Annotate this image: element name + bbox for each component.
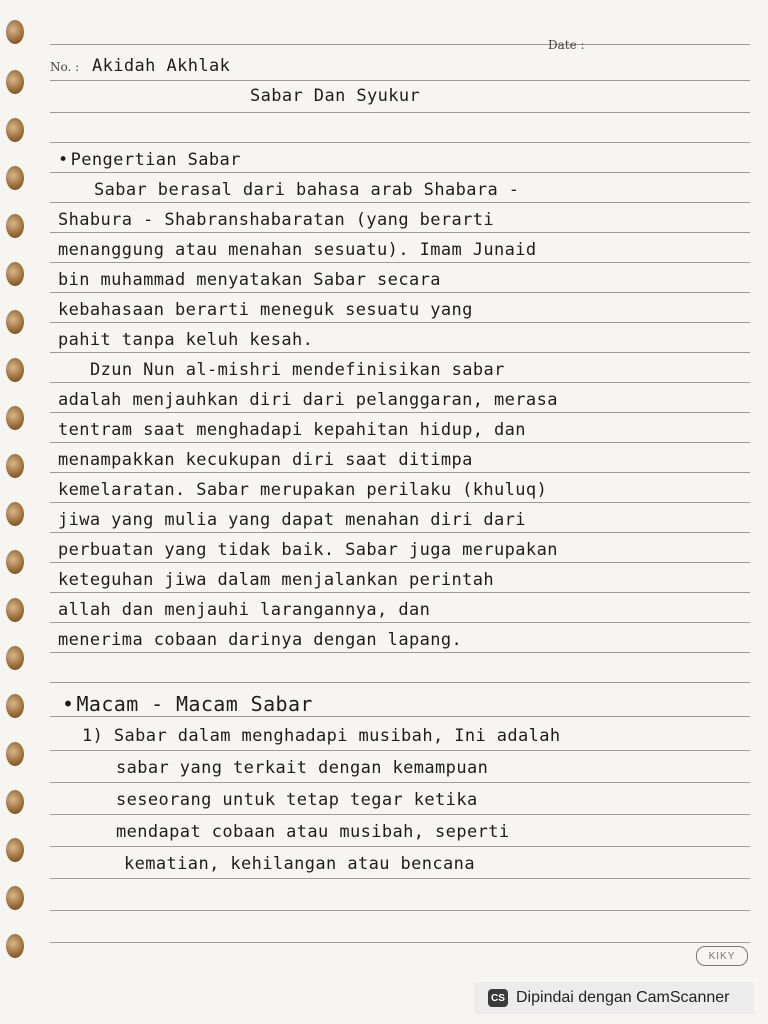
binder-hole xyxy=(6,166,24,190)
ruled-line xyxy=(50,202,750,203)
text-line: mendapat cobaan atau musibah, seperti xyxy=(116,822,510,842)
page-title: Sabar Dan Syukur xyxy=(250,86,421,106)
ruled-line xyxy=(50,846,750,847)
text-line: Dzun Nun al-mishri mendefinisikan sabar xyxy=(90,360,505,380)
binder-hole xyxy=(6,20,24,44)
binder-hole xyxy=(6,646,24,670)
binder-hole xyxy=(6,742,24,766)
ruled-line xyxy=(50,472,750,473)
camscanner-text: Dipindai dengan CamScanner xyxy=(516,989,730,1006)
text-line: sabar yang terkait dengan kemampuan xyxy=(116,758,489,778)
text-line: tentram saat menghadapi kepahitan hidup, dan xyxy=(58,420,526,440)
text-line: kebahasaan berarti meneguk sesuatu yang xyxy=(58,300,473,320)
binder-hole xyxy=(6,838,24,862)
text-line: jiwa yang mulia yang dapat menahan diri dari xyxy=(58,510,526,530)
binder-hole xyxy=(6,118,24,142)
binder-hole xyxy=(6,598,24,622)
section-heading: • Pengertian Sabar xyxy=(58,150,738,170)
binder-hole xyxy=(6,790,24,814)
text-line: seseorang untuk tetap tegar ketika xyxy=(116,790,478,810)
binder-hole xyxy=(6,454,24,478)
ruled-line xyxy=(50,442,750,443)
ruled-line xyxy=(50,592,750,593)
date-label: Date : xyxy=(548,38,585,52)
binder-hole xyxy=(6,406,24,430)
binder-hole xyxy=(6,550,24,574)
ruled-line xyxy=(50,716,750,717)
text-line: kematian, kehilangan atau bencana xyxy=(124,854,475,874)
ruled-line xyxy=(50,502,750,503)
ruled-line xyxy=(50,782,750,783)
ruled-line xyxy=(50,562,750,563)
ruled-line xyxy=(50,814,750,815)
ruled-line xyxy=(50,682,750,683)
binder-hole xyxy=(6,358,24,382)
list-item: 1) Sabar dalam menghadapi musibah, Ini adalah xyxy=(82,726,561,746)
camscanner-watermark xyxy=(474,982,754,1014)
ruled-line xyxy=(50,878,750,879)
binder-hole xyxy=(6,70,24,94)
binder-holes xyxy=(0,0,40,1024)
text-line: bin muhammad menyatakan Sabar secara xyxy=(58,270,441,290)
text-line: keteguhan jiwa dalam menjalankan perintah xyxy=(58,570,495,590)
subject-title: Akidah Akhlak xyxy=(92,56,231,76)
ruled-line xyxy=(50,352,750,353)
ruled-line xyxy=(50,910,750,911)
binder-hole xyxy=(6,886,24,910)
text-line: allah dan menjauhi larangannya, dan xyxy=(58,600,431,620)
ruled-line xyxy=(50,232,750,233)
binder-hole xyxy=(6,934,24,958)
ruled-line xyxy=(50,292,750,293)
ruled-line xyxy=(50,322,750,323)
ruled-line xyxy=(50,942,750,943)
ruled-line xyxy=(50,44,750,45)
ruled-line xyxy=(50,652,750,653)
text-line: Shabura - Shabranshabaratan (yang berarti xyxy=(58,210,495,230)
ruled-line xyxy=(50,142,750,143)
ruled-line xyxy=(50,412,750,413)
text-line: menampakkan kecukupan diri saat ditimpa xyxy=(58,450,473,470)
brand-stamp: KIKY xyxy=(696,946,748,966)
ruled-line xyxy=(50,112,750,113)
text-line: pahit tanpa keluh kesah. xyxy=(58,330,314,350)
ruled-line xyxy=(50,172,750,173)
ruled-line xyxy=(50,80,750,81)
ruled-line xyxy=(50,532,750,533)
text-line: perbuatan yang tidak baik. Sabar juga merupakan xyxy=(58,540,558,560)
binder-hole xyxy=(6,262,24,286)
text-line: kemelaratan. Sabar merupakan perilaku (khuluq) xyxy=(58,480,548,500)
text-line: menerima cobaan darinya dengan lapang. xyxy=(58,630,463,650)
text-line: adalah menjauhkan diri dari pelanggaran, merasa xyxy=(58,390,558,410)
binder-hole xyxy=(6,310,24,334)
text-line: Sabar berasal dari bahasa arab Shabara - xyxy=(94,180,520,200)
binder-hole xyxy=(6,694,24,718)
ruled-line xyxy=(50,750,750,751)
ruled-line xyxy=(50,262,750,263)
section-heading: • Macam - Macam Sabar xyxy=(62,692,738,716)
binder-hole xyxy=(6,502,24,526)
binder-hole xyxy=(6,214,24,238)
camscanner-icon: CS xyxy=(488,989,508,1007)
number-label: No. : xyxy=(50,60,80,74)
ruled-line xyxy=(50,382,750,383)
text-line: menanggung atau menahan sesuatu). Imam Junaid xyxy=(58,240,537,260)
ruled-line xyxy=(50,622,750,623)
